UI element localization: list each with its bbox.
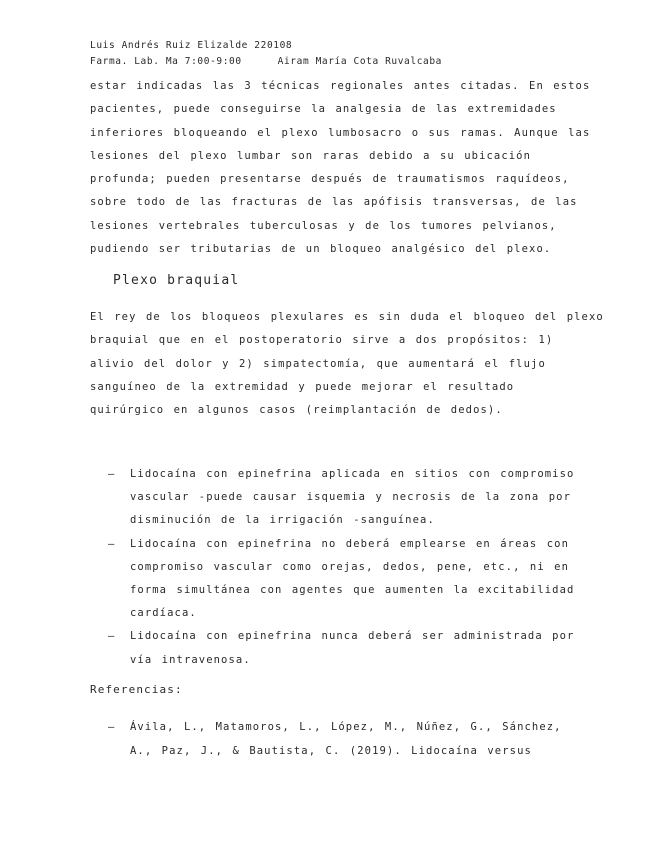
list-item (108, 533, 574, 626)
text-line: lesiones vertebrales tuberculosas y de los tumores pelvianos, (90, 219, 557, 232)
text-line: alivio del dolor y 2) simpatectomía, que aumentará el flujo (90, 357, 546, 370)
text-line: Lidocaína con epinefrina aplicada en sitios con compromiso (130, 468, 575, 480)
text-line: vascular -puede causar isquemia y necrosis de la zona por (130, 491, 572, 504)
text-line: pacientes, puede conseguirse la analgesia de las extremidades (90, 103, 557, 116)
text-line: compromiso vascular como orejas, dedos, pene, etc., ni en (130, 560, 570, 573)
text-line: forma simultánea con agentes que aumenten la excitabilidad (130, 583, 575, 596)
text-line: vía intravenosa. (130, 653, 251, 666)
bullet-dash: – (108, 630, 116, 643)
text-line: A., Paz, J., & Bautista, C. (2019). Lidocaína versus (130, 745, 532, 757)
text-line: lesiones del plexo lumbar son raras debido a su ubicación (90, 149, 532, 162)
text-line: inferiores bloqueando el plexo lumbosacro o sus ramas. Aunque las (90, 126, 591, 139)
header-course: Farma. Lab. Ma 7:00-9:00 (90, 56, 242, 67)
text-line: braquial que en el postoperatorio sirve a dos propósitos: 1) (90, 334, 554, 347)
references-title: Referencias: (90, 683, 183, 696)
header-course-line (90, 54, 442, 70)
text-line: Ávila, L., Matamoros, L., López, M., Núñez, G., Sánchez, (130, 721, 562, 733)
references-list (108, 715, 562, 763)
text-line: Lidocaína con epinefrina no deberá emplearse en áreas con (130, 537, 570, 550)
bullet-list (108, 463, 574, 672)
text-line: El rey de los bloqueos plexulares es sin duda el bloqueo del plexo (90, 311, 604, 323)
page-header (90, 38, 442, 70)
text-line: sobre todo de las fracturas de las apófisis transversas, de las (90, 196, 578, 209)
list-item (108, 715, 562, 763)
text-line: quirúrgico en algunos casos (reimplantación de dedos). (90, 404, 503, 417)
text-line: Lidocaína con epinefrina nunca deberá ser administrada por (130, 630, 575, 643)
bullet-dash: – (108, 721, 116, 733)
text-line: pudiendo ser tributarias de un bloqueo analgésico del plexo. (90, 243, 552, 256)
text-line: estar indicadas las 3 técnicas regionales antes citadas. En estos (90, 80, 591, 92)
text-line: profunda; pueden presentarse después de traumatismos raquídeos, (90, 173, 570, 186)
text-line: sanguíneo de la extremidad y puede mejorar el resultado (90, 380, 515, 393)
header-author-line: Luis Andrés Ruiz Elizalde 220108 (90, 40, 293, 51)
text-line: cardíaca. (130, 607, 197, 620)
list-item (108, 463, 574, 533)
section-heading: Plexo braquial (113, 273, 240, 288)
bullet-dash: – (108, 537, 116, 550)
text-line: disminución de la irrigación -sanguínea. (130, 514, 435, 527)
bullet-dash: – (108, 468, 116, 480)
paragraph-brachial-plexus (90, 306, 604, 422)
list-item (108, 625, 574, 671)
paragraph-lumbar-plexus (90, 75, 591, 261)
header-instructor: Airam María Cota Ruvalcaba (277, 56, 442, 67)
